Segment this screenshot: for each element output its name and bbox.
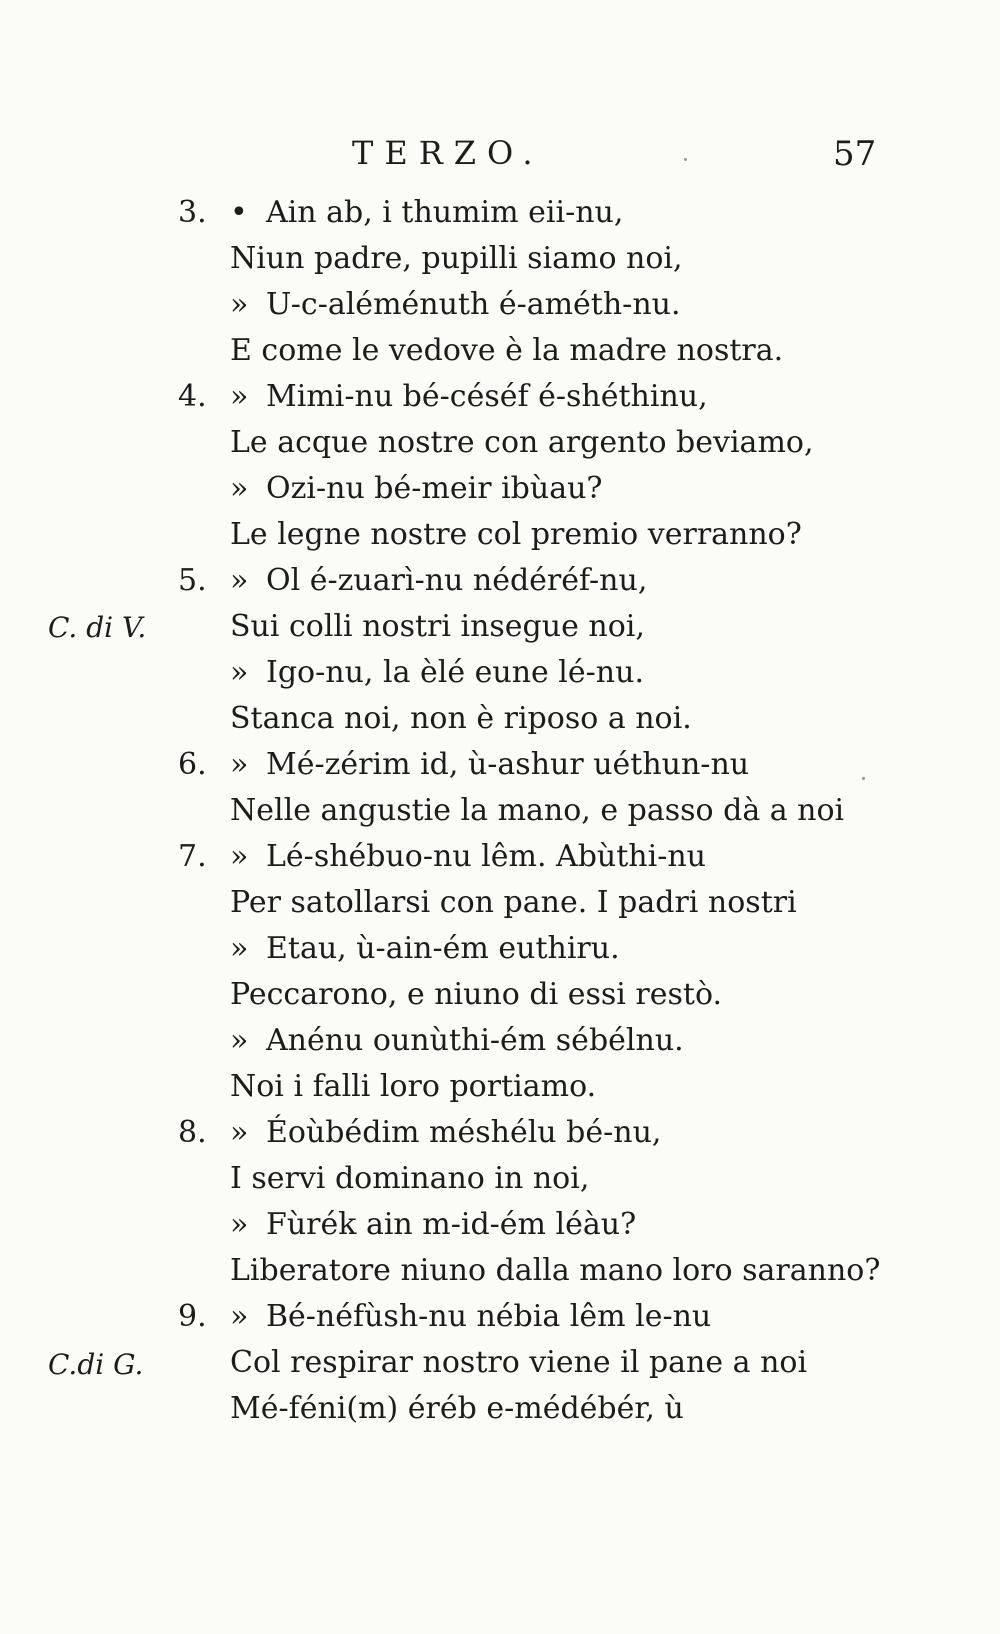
text-line bbox=[230, 377, 708, 417]
line-text: Igo-nu, la èlé eune lé-nu. bbox=[266, 655, 644, 690]
line-text: I servi dominano in noi, bbox=[230, 1161, 590, 1196]
quote-marker: » bbox=[230, 379, 249, 414]
quote-marker: • bbox=[230, 195, 248, 230]
running-title: TERZO. bbox=[352, 134, 544, 172]
line-text: Etau, ù-ain-ém euthiru. bbox=[266, 931, 620, 966]
quote-marker: » bbox=[230, 747, 249, 782]
line-text: Mé-zérim id, ù-ashur uéthun-nu bbox=[266, 747, 750, 782]
text-line bbox=[230, 515, 802, 555]
line-text: Niun padre, pupilli siamo noi, bbox=[230, 241, 683, 276]
verse-number: 3. bbox=[178, 195, 207, 230]
quote-marker: » bbox=[230, 1299, 249, 1334]
print-speck bbox=[684, 158, 687, 161]
line-text: Peccarono, e niuno di essi restò. bbox=[230, 977, 723, 1012]
line-text: U-c-aléménuth é-améth-nu. bbox=[266, 287, 681, 322]
quote-marker: » bbox=[230, 1115, 249, 1150]
text-line bbox=[230, 653, 644, 693]
text-line bbox=[230, 975, 722, 1015]
line-text: Lé-shébuo-nu lêm. Abùthi-nu bbox=[266, 839, 706, 874]
line-text: Le legne nostre col premio verranno? bbox=[230, 517, 802, 552]
quote-marker: » bbox=[230, 563, 249, 598]
quote-marker: » bbox=[230, 1207, 249, 1242]
text-line bbox=[230, 607, 645, 647]
text-line bbox=[230, 1113, 661, 1153]
line-text: Per satollarsi con pane. I padri nostri bbox=[230, 885, 797, 920]
line-text: E come le vedove è la madre nostra. bbox=[230, 333, 784, 368]
text-line bbox=[230, 285, 681, 325]
text-line bbox=[230, 1343, 807, 1383]
quote-marker: » bbox=[230, 287, 249, 322]
verse-number: 4. bbox=[178, 379, 207, 414]
quote-marker: » bbox=[230, 931, 249, 966]
line-text: Mé-féni(m) éréb e-médébér, ù bbox=[230, 1391, 684, 1426]
line-text: Bé-néfùsh-nu nébia lêm le-nu bbox=[266, 1299, 712, 1334]
text-line bbox=[230, 791, 844, 831]
quote-marker: » bbox=[230, 839, 249, 874]
line-text: Sui colli nostri insegue noi, bbox=[230, 609, 645, 644]
line-text: Stanca noi, non è riposo a noi. bbox=[230, 701, 692, 736]
line-text: Noi i falli loro portiamo. bbox=[230, 1069, 597, 1104]
print-speck bbox=[862, 777, 865, 780]
text-line bbox=[230, 699, 692, 739]
verse-number: 5. bbox=[178, 563, 207, 598]
text-line bbox=[230, 469, 603, 509]
text-line bbox=[230, 929, 620, 969]
text-line bbox=[230, 1159, 589, 1199]
page-number: 57 bbox=[833, 134, 877, 174]
text-line bbox=[230, 745, 749, 785]
text-line bbox=[230, 561, 647, 601]
text-line bbox=[230, 1389, 684, 1429]
text-line bbox=[230, 883, 797, 923]
line-text: Fùrék ain m-id-ém léàu? bbox=[266, 1207, 637, 1242]
text-line bbox=[230, 239, 683, 279]
verse-number: 7. bbox=[178, 839, 207, 874]
margin-note: C. di V. bbox=[48, 611, 147, 644]
line-text: Mimi-nu bé-céséf é-shéthinu, bbox=[266, 379, 708, 414]
text-line bbox=[230, 1205, 636, 1245]
line-text: Col respirar nostro viene il pane a noi bbox=[230, 1345, 808, 1380]
line-text: Anénu ounùthi-ém sébélnu. bbox=[266, 1023, 684, 1058]
text-line bbox=[230, 1021, 684, 1061]
text-line bbox=[230, 1297, 711, 1337]
line-text: Le acque nostre con argento beviamo, bbox=[230, 425, 814, 460]
line-text: Nelle angustie la mano, e passo dà a noi bbox=[230, 793, 845, 828]
margin-note: C.di G. bbox=[48, 1348, 144, 1381]
text-line bbox=[230, 331, 783, 371]
line-text: Ain ab, i thumim eii-nu, bbox=[266, 195, 624, 230]
verse-number: 9. bbox=[178, 1299, 207, 1334]
text-line bbox=[230, 1251, 880, 1291]
quote-marker: » bbox=[230, 655, 249, 690]
verse-number: 6. bbox=[178, 747, 207, 782]
text-line bbox=[230, 837, 706, 877]
line-text: Éoùbédim méshélu bé-nu, bbox=[266, 1115, 662, 1150]
line-text: Ol é-zuarì-nu nédéréf-nu, bbox=[266, 563, 648, 598]
verse-number: 8. bbox=[178, 1115, 207, 1150]
text-line bbox=[230, 423, 814, 463]
text-line bbox=[230, 1067, 596, 1107]
quote-marker: » bbox=[230, 1023, 249, 1058]
quote-marker: » bbox=[230, 471, 249, 506]
line-text: Ozi-nu bé-meir ibùau? bbox=[266, 471, 603, 506]
text-line bbox=[230, 193, 623, 233]
line-text: Liberatore niuno dalla mano loro saranno? bbox=[230, 1253, 881, 1288]
